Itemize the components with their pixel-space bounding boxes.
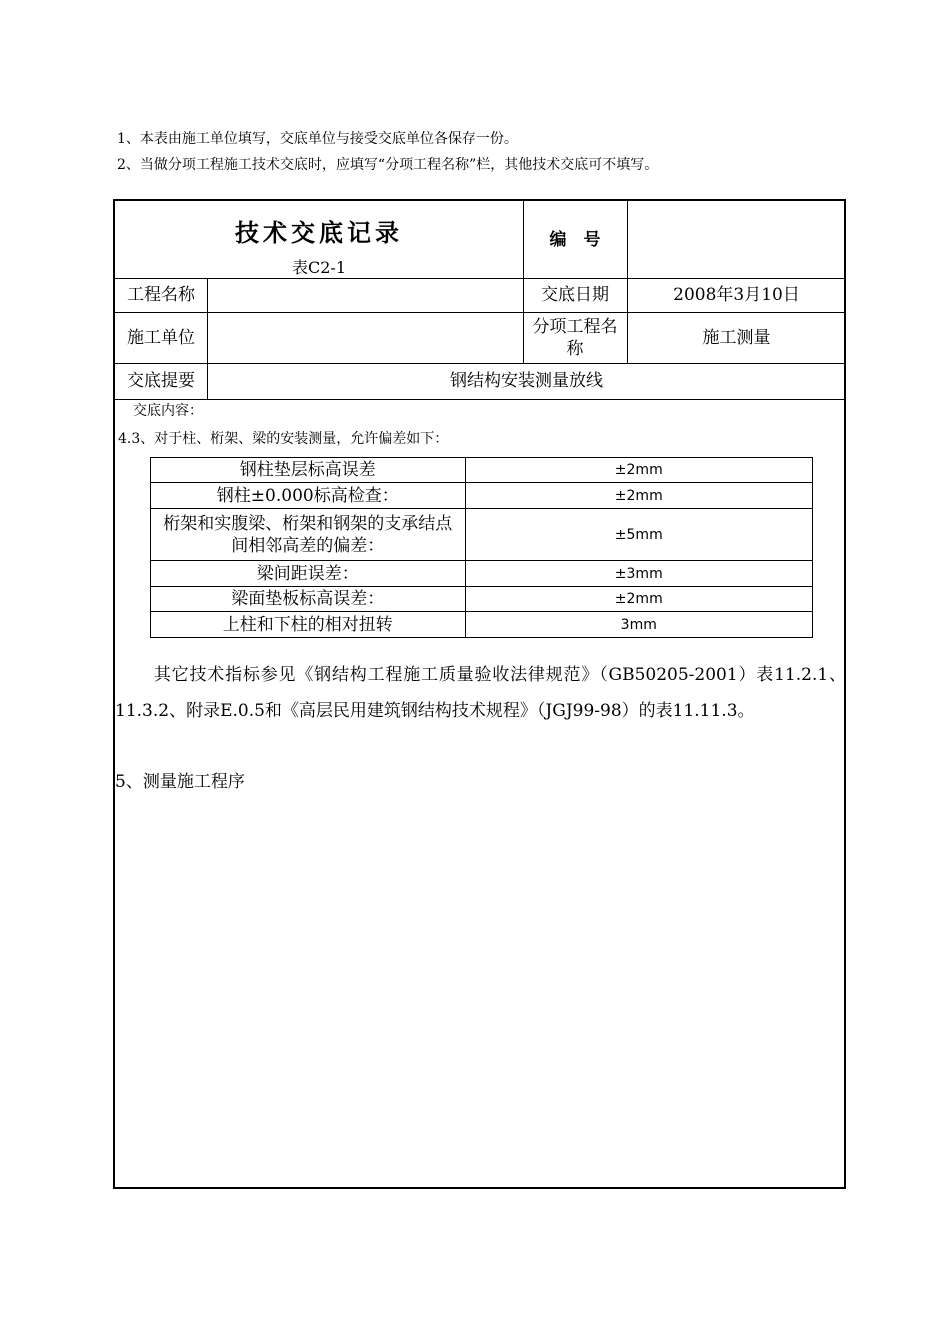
tolerance-value: ±5mm	[465, 509, 812, 561]
record-form	[113, 199, 846, 1189]
step-5-heading: 5、测量施工程序	[115, 772, 245, 792]
table-row	[151, 509, 813, 561]
form-number: 表C2-1	[291, 258, 346, 277]
tolerance-item: 钢柱±0.000标高检查：	[151, 483, 466, 509]
tolerance-item: 上柱和下柱的相对扭转	[151, 612, 466, 638]
note-line: 2、当做分项工程施工技术交底时，应填写“分项工程名称”栏，其他技术交底可不填写。	[117, 157, 659, 173]
tolerance-table	[150, 457, 813, 638]
number-label: 编 号	[549, 229, 601, 250]
form-title: 技术交底记录	[235, 218, 403, 247]
note-line: 1、本表由施工单位填写，交底单位与接受交底单位各保存一份。	[117, 131, 518, 147]
tolerance-item: 钢柱垫层标高误差	[151, 458, 466, 483]
table-row	[151, 587, 813, 612]
divider	[523, 201, 524, 363]
date-label: 交底日期	[541, 285, 609, 305]
item-4-3: 4.3、对于柱、桁架、梁的安装测量，允许偏差如下：	[118, 431, 449, 447]
divider	[115, 363, 846, 364]
table-row	[151, 458, 813, 483]
tolerance-item: 梁间距误差：	[151, 561, 466, 587]
technical-reference-paragraph	[115, 657, 846, 729]
subproject-value[interactable]: 施工测量	[702, 327, 771, 348]
unit-value[interactable]	[207, 312, 523, 363]
tolerance-value: 3mm	[465, 612, 812, 638]
paragraph-text: 其它技术指标参见《钢结构工程施工质量验收法律规范》（GB50205-2001）表11.2.1、11.3.2、附录E.0.5和《高层民用建筑钢结构技术规程》（JGJ99-98）的表11.11.3。	[115, 665, 846, 721]
tolerance-value: ±2mm	[465, 587, 812, 612]
divider	[207, 278, 208, 399]
table-row	[151, 612, 813, 638]
divider	[115, 278, 846, 279]
summary-value[interactable]: 钢结构安装测量放线	[450, 371, 603, 391]
tolerance-value: ±3mm	[465, 561, 812, 587]
divider	[627, 201, 628, 363]
unit-label: 施工单位	[127, 327, 195, 348]
tolerance-item: 梁面垫板标高误差：	[151, 587, 466, 612]
project-name-value[interactable]	[207, 278, 523, 312]
divider	[115, 399, 846, 400]
form-notes	[117, 126, 658, 178]
content-label: 交底内容：	[133, 403, 203, 419]
tolerance-item: 桁架和实腹梁、桁架和钢架的支承结点间相邻高差的偏差：	[151, 509, 466, 561]
summary-label: 交底提要	[127, 371, 195, 391]
number-value[interactable]	[627, 201, 846, 278]
table-row	[151, 561, 813, 587]
tolerance-value: ±2mm	[465, 458, 812, 483]
tolerance-value: ±2mm	[465, 483, 812, 509]
project-name-label: 工程名称	[127, 285, 195, 305]
table-row	[151, 483, 813, 509]
subproject-label: 分项工程名称	[532, 316, 618, 359]
date-value[interactable]: 2008年3月10日	[673, 285, 800, 305]
divider	[115, 312, 846, 313]
